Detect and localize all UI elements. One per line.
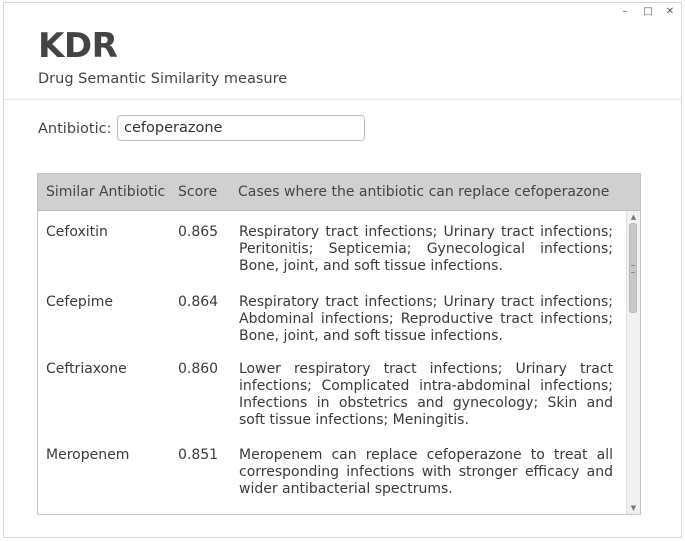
app-title: KDR (38, 26, 118, 66)
antibiotic-name: Meropenem (46, 447, 130, 463)
antibiotic-name: Cefepime (46, 294, 113, 310)
grip-icon (631, 265, 635, 273)
antibiotic-input[interactable]: cefoperazone (117, 115, 365, 141)
table-body (38, 211, 626, 514)
replacement-cases: Meropenem can replace cefoperazone to treat all corresponding infections with stronger efficacy and wider antibacterial spectrums. (239, 447, 613, 497)
antibiotic-label: Antibiotic: (38, 121, 112, 137)
column-header-similar-antibiotic[interactable]: Similar Antibiotic (46, 184, 166, 200)
scroll-up-icon[interactable]: ▲ (630, 213, 637, 221)
close-icon[interactable]: ✕ (665, 6, 675, 17)
replacement-cases: Respiratory tract infections; Urinary tract infections; Peritonitis; Septicemia; Gynecological infections; Bone, joint, and soft tissue infections. (239, 224, 613, 274)
similarity-score: 0.851 (178, 447, 219, 463)
vertical-scrollbar[interactable] (626, 211, 640, 514)
similarity-score: 0.865 (178, 224, 219, 240)
results-table (37, 173, 641, 515)
similarity-score: 0.860 (178, 361, 219, 377)
replacement-cases: Lower respiratory tract infections; Urinary tract infections; Complicated intra-abdominal infections; Infections in obstetrics and gynecology; Skin and soft tissue infections; Meningitis. (239, 361, 613, 428)
scrollbar-thumb[interactable] (629, 223, 637, 313)
table-header (38, 174, 640, 211)
title-bar (4, 3, 681, 21)
app-window (3, 2, 682, 538)
app-header (4, 21, 681, 100)
antibiotic-name: Cefoxitin (46, 224, 108, 240)
column-header-cases[interactable]: Cases where the antibiotic can replace cefoperazone (238, 184, 610, 200)
minimize-icon[interactable]: – (622, 6, 628, 17)
scroll-down-icon[interactable]: ▼ (630, 504, 637, 512)
replacement-cases: Respiratory tract infections; Urinary tract infections; Abdominal infections; Reproductive tract infections; Bone, joint, and soft tissue infections. (239, 294, 613, 344)
maximize-icon[interactable]: □ (643, 6, 653, 17)
app-subtitle: Drug Semantic Similarity measure (38, 71, 288, 87)
antibiotic-name: Ceftriaxone (46, 361, 127, 377)
similarity-score: 0.864 (178, 294, 219, 310)
column-header-score[interactable]: Score (178, 184, 218, 200)
